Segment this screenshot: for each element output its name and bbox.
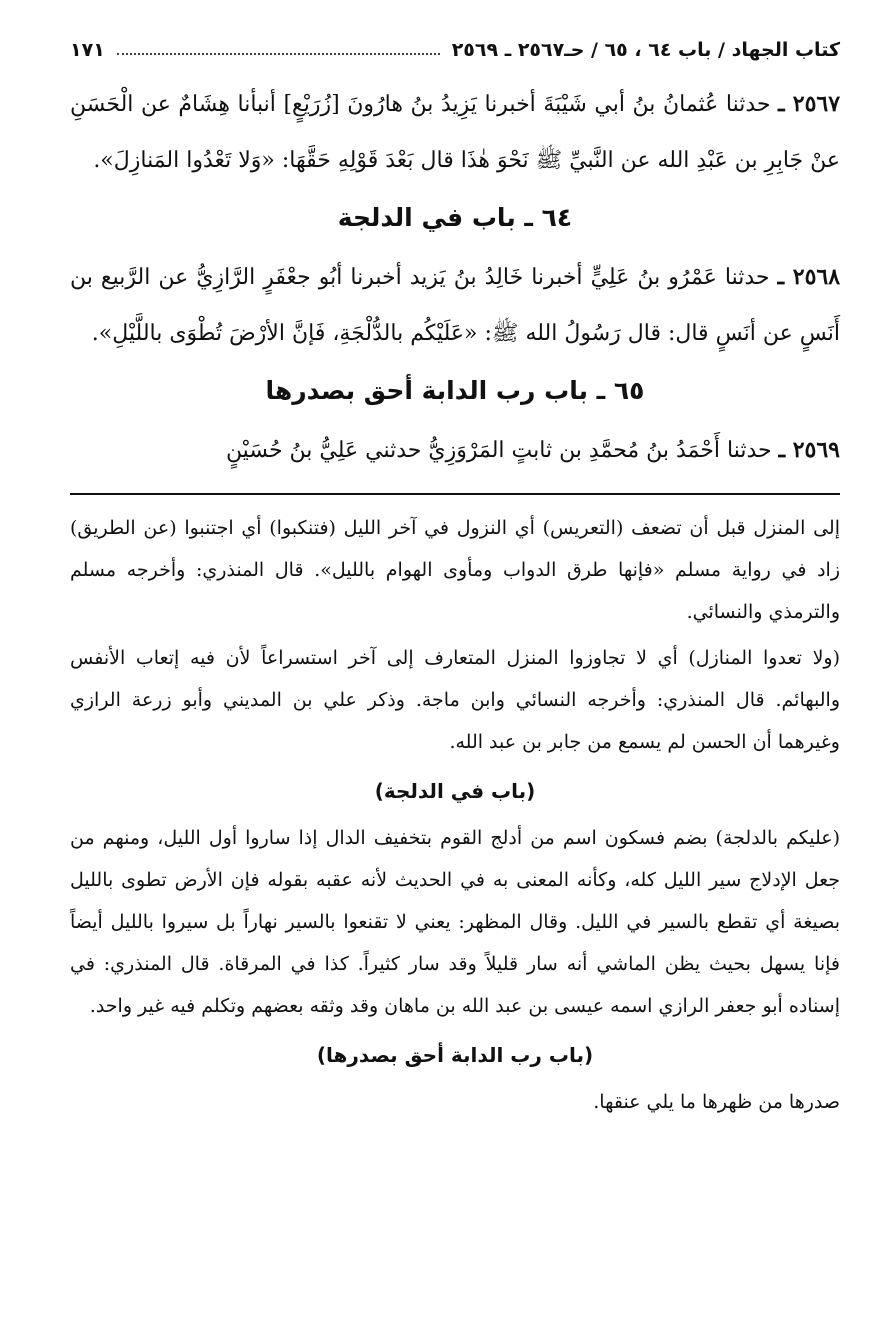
page-header [70, 30, 840, 70]
commentary-paragraph: (عليكم بالدلجة) بضم فسكون اسم من أدلج القوم بتخفيف الدال إذا ساروا أول الليل، ومنهم من جعل الإدلاج سير الليل كله، وكأنه المعنى به في الحديث لأنه عقبه بقوله فإن الأرض تطوى بالليل بصيغة أي تقطع بالسير في الليل. وقال المظهر: يعني لا تقنعوا بالسير نهاراً بل سيروا بالليل أيضاً فإنا يسهل بحيث يظن الماشي أنه سار قليلاً وقد سار كثيراً. كذا في المرقاة. قال المنذري: في إسناده أبو جعفر الرازي اسمه عيسى بن عبد الله بن ماهان وقد وثقه بعضهم وتكلم فيه غير واحد. [70, 827, 840, 1017]
hadith-2568 [70, 249, 840, 362]
commentary-paragraph: إلى المنزل قبل أن تضعف (التعريس) أي النزول في آخر الليل (فتنكبوا) أي اجتنبوا (عن الطريق) زاد في رواية مسلم «فإنها طرق الدواب ومأوى الهوام بالليل». قال المنذري: وأخرجه مسلم والترمذي والنسائي. [70, 517, 840, 623]
chapter-heading-64: ٦٤ ـ باب في الدلجة [337, 203, 573, 232]
chapter-heading-65: ٦٥ ـ باب رب الدابة أحق بصدرها [265, 376, 645, 405]
hadith-text: حدثنا أَحْمَدُ بنُ مُحمَّدِ بن ثابتٍ المَرْوَزِيُّ حدثني عَلِيُّ بنُ حُسَيْنٍ [225, 438, 772, 463]
running-title: كتاب الجهاد / باب ٦٤ ، ٦٥ / حـ٢٥٦٧ ـ ٢٥٦٩ [451, 39, 840, 61]
commentary-heading: (باب في الدلجة) [374, 779, 536, 803]
hadith-text: حدثنا عَمْرُو بنُ عَلِيٍّ أخبرنا خَالِدُ بنُ يَزيد أخبرنا أبُو جعْفَرٍ الرَّازِيُّ عن الرَّبيع بن أَنَسٍ عن أنَسٍ قال: قال رَسُولُ الله ﷺ: «عَلَيْكُم بالدُّلْجَةِ، فَإنَّ الأرْضَ تُطْوَى باللَّيْلِ». [70, 265, 840, 346]
hadith-number: ٢٥٦٨ ـ [777, 264, 841, 290]
hadith-text: حدثنا عُثمانُ بنُ أبي شَيْبَةَ أخبرنا يَزِيدُ بنُ هارُونَ [زُرَيْعٍ] أنبأنا هِشَامٌ عن الْحَسَنِ عنْ جَابِرِ بن عَبْدِ الله عن النَّبيِّ ﷺ نَحْوَ هٰذَا قال بَعْدَ قَوْلِهِ حَقَّهَا: «وَلا تَعْدُوا المَنازِلَ». [70, 92, 840, 173]
page [70, 30, 840, 1127]
commentary-paragraph: (ولا تعدوا المنازل) أي لا تجاوزوا المنزل المتعارف إلى آخر استسراعاً لأن فيه إتعاب الأنفس والبهائم. قال المنذري: وأخرجه النسائي وابن ماجة. وذكر علي بن المديني وأبو زرعة الرازي وغيرهما أن الحسن لم يسمع من جابر بن عبد الله. [70, 647, 840, 753]
hadith-number: ٢٥٦٧ ـ [778, 91, 841, 117]
commentary-paragraph: صدرها من ظهرها ما يلي عنقها. [593, 1091, 840, 1113]
commentary-divider [70, 493, 840, 495]
page-number: ١٧١ [70, 39, 105, 61]
hadith-number: ٢٥٦٩ ـ [778, 437, 840, 463]
leader-dots [117, 53, 440, 55]
hadith-2569 [70, 422, 840, 479]
commentary-heading: (باب رب الدابة أحق بصدرها) [316, 1043, 594, 1067]
hadith-2567 [70, 76, 840, 189]
